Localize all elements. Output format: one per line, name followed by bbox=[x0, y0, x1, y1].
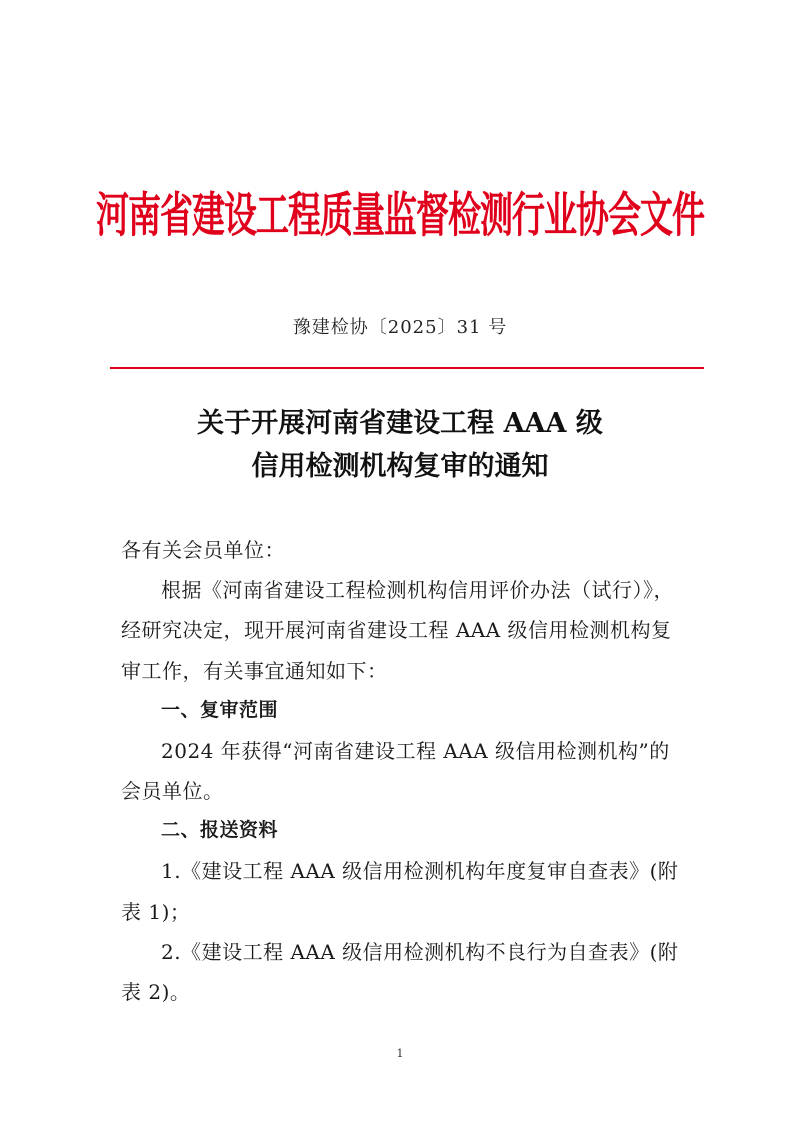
intro-line-3: 审工作，有关事宜通知如下： bbox=[121, 659, 388, 683]
page-number: 1 bbox=[396, 1047, 404, 1060]
section-2-heading: 二、报送资料 bbox=[161, 819, 279, 841]
notice-title-line-2: 信用检测机构复审的通知 bbox=[251, 451, 549, 482]
section-1-line-2: 会员单位。 bbox=[121, 779, 224, 803]
section-1-heading: 一、复审范围 bbox=[161, 699, 279, 721]
section-2-item-1-line-2: 表 1)； bbox=[121, 900, 191, 924]
notice-title-line-1: 关于开展河南省建设工程 AAA 级 bbox=[197, 408, 603, 439]
section-2-item-2-line-1: 2.《建设工程 AAA 级信用检测机构不良行为自查表》(附 bbox=[161, 940, 679, 964]
org-masthead-title: 河南省建设工程质量监督检测行业协会文件 bbox=[96, 186, 704, 244]
document-number: 豫建检协〔2025〕31 号 bbox=[292, 317, 508, 338]
salutation: 各有关会员单位： bbox=[121, 538, 285, 562]
section-1-line-1: 2024 年获得“河南省建设工程 AAA 级信用检测机构”的 bbox=[161, 739, 670, 763]
section-2-item-1-line-1: 1.《建设工程 AAA 级信用检测机构年度复审自查表》(附 bbox=[161, 859, 679, 883]
section-2-item-2-line-2: 表 2)。 bbox=[121, 980, 191, 1004]
red-divider bbox=[110, 367, 704, 369]
intro-line-1: 根据《河南省建设工程检测机构信用评价办法（试行）》， bbox=[161, 578, 674, 602]
intro-line-2: 经研究决定，现开展河南省建设工程 AAA 级信用检测机构复 bbox=[121, 618, 672, 642]
